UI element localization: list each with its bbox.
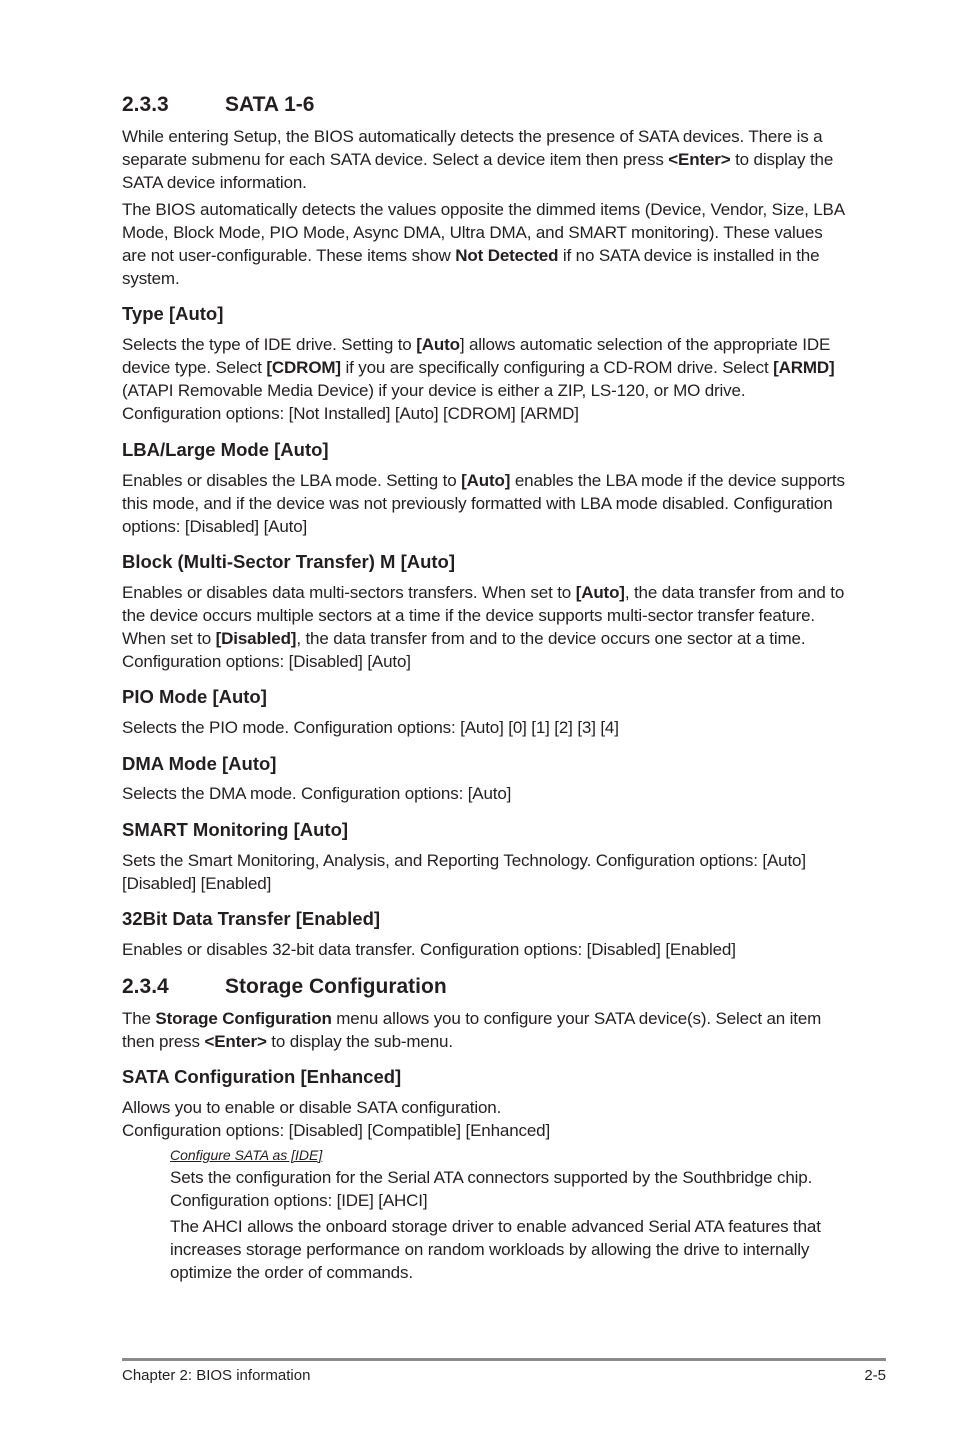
text-run: ] allows automatic selection of the appropriate IDE device type. Select — [122, 335, 831, 377]
section-number: 2.3.4 — [122, 975, 169, 998]
not-detected-label: Not Detected — [455, 246, 559, 265]
text-run: , the data transfer from and to the device occurs one sector at a time. Configuration options: [Disabled] [Auto] — [122, 629, 806, 671]
configure-sata-label: Configure SATA as [IDE] — [170, 1147, 323, 1163]
block-description — [122, 581, 847, 673]
text-run: if no SATA device is installed in the system. — [122, 246, 820, 288]
section-number: 2.3.3 — [122, 93, 169, 116]
text-run: , the data transfer from and to the device occurs multiple sectors at a time if the device supports multi-sector transfer feature. When set to — [122, 583, 845, 648]
heading-sata-configuration: SATA Configuration [Enhanced] — [122, 1066, 402, 1087]
storage-description — [122, 1007, 847, 1053]
heading-block: Block (Multi-Sector Transfer) M [Auto] — [122, 551, 456, 572]
footer-rule — [122, 1358, 886, 1361]
configure-sata-description: Sets the configuration for the Serial ATA connectors supported by the Southbridge chip. Configuration options: [IDE] [AHCI] — [170, 1168, 813, 1210]
text-run: Selects the type of IDE drive. Setting to — [122, 335, 417, 354]
footer-page-number: 2-5 — [864, 1367, 886, 1384]
text-run: The — [122, 1009, 156, 1028]
32bit-description: Enables or disables 32-bit data transfer. Configuration options: [Disabled] [Enabled] — [122, 940, 736, 959]
text-run: The BIOS automatically detects the values opposite the dimmed items (Device, Vendor, Size, LBA Mode, Block Mode, PIO Mode, Async DMA, Ultra DMA, and SMART monitoring). These values are not user-configurable. These items show — [122, 200, 844, 265]
text-run: (ATAPI Removable Media Device) if your device is either a ZIP, LS-120, or MO drive. Configuration options: [Not Installed] [Auto] [CDROM] [ARMD] — [122, 381, 746, 423]
lba-description — [122, 469, 847, 538]
storage-configuration-label: Storage Configuration — [155, 1009, 332, 1028]
text-run: to display the sub-menu. — [266, 1032, 453, 1051]
text-run: menu allows you to configure your SATA device(s). Select an item then press — [122, 1009, 822, 1051]
footer-chapter: Chapter 2: BIOS information — [122, 1367, 311, 1384]
dma-description: Selects the DMA mode. Configuration options: [Auto] — [122, 784, 512, 803]
text-run: Enables or disables the LBA mode. Setting to — [122, 471, 462, 490]
sata-configuration-line-2: Configuration options: [Disabled] [Compatible] [Enhanced] — [122, 1121, 551, 1140]
smart-description: Sets the Smart Monitoring, Analysis, and Reporting Technology. Configuration options: [Auto] [Disabled] [Enabled] — [122, 851, 806, 893]
heading-pio: PIO Mode [Auto] — [122, 686, 267, 707]
sata-configuration-line-1: Allows you to enable or disable SATA configuration. — [122, 1098, 502, 1117]
section-title-sata — [122, 92, 314, 118]
text-run: While entering Setup, the BIOS automatically detects the presence of SATA devices. There is a separate submenu for each SATA device. Select a device item then press — [122, 127, 823, 169]
option-disabled: [Disabled] — [215, 629, 297, 648]
text-run: enables the LBA mode if the device supports this mode, and if the device was not previously formatted with LBA mode disabled. Configuration options: [Disabled] [Auto] — [122, 471, 845, 536]
option-cdrom: [CDROM] — [266, 358, 341, 377]
pio-description: Selects the PIO mode. Configuration options: [Auto] [0] [1] [2] [3] [4] — [122, 718, 619, 737]
enter-key-label: <Enter> — [204, 1032, 267, 1051]
section-title-text: Storage Configuration — [225, 975, 447, 998]
text-run: Enables or disables data multi-sectors transfers. When set to — [122, 583, 576, 602]
type-description — [122, 333, 847, 425]
section-title-storage — [122, 974, 447, 1000]
option-armd: [ARMD] — [773, 358, 835, 377]
text-run: if you are specifically configuring a CD-ROM drive. Select — [340, 358, 774, 377]
heading-lba: LBA/Large Mode [Auto] — [122, 439, 329, 460]
heading-32bit: 32Bit Data Transfer [Enabled] — [122, 908, 381, 929]
heading-type: Type [Auto] — [122, 303, 224, 324]
intro-paragraph-1 — [122, 125, 847, 194]
option-auto: [Auto — [416, 335, 460, 354]
heading-smart: SMART Monitoring [Auto] — [122, 819, 349, 840]
intro-paragraph-2 — [122, 198, 847, 290]
option-auto: [Auto] — [575, 583, 625, 602]
heading-dma: DMA Mode [Auto] — [122, 753, 277, 774]
option-auto: [Auto] — [461, 471, 511, 490]
text-run: to display the SATA device information. — [122, 150, 834, 192]
ahci-description: The AHCI allows the onboard storage driver to enable advanced Serial ATA features that increases storage performance on random workloads by allowing the drive to internally optimize the order of commands. — [170, 1217, 821, 1282]
enter-key-label: <Enter> — [668, 150, 731, 169]
section-title-text: SATA 1-6 — [225, 93, 315, 116]
